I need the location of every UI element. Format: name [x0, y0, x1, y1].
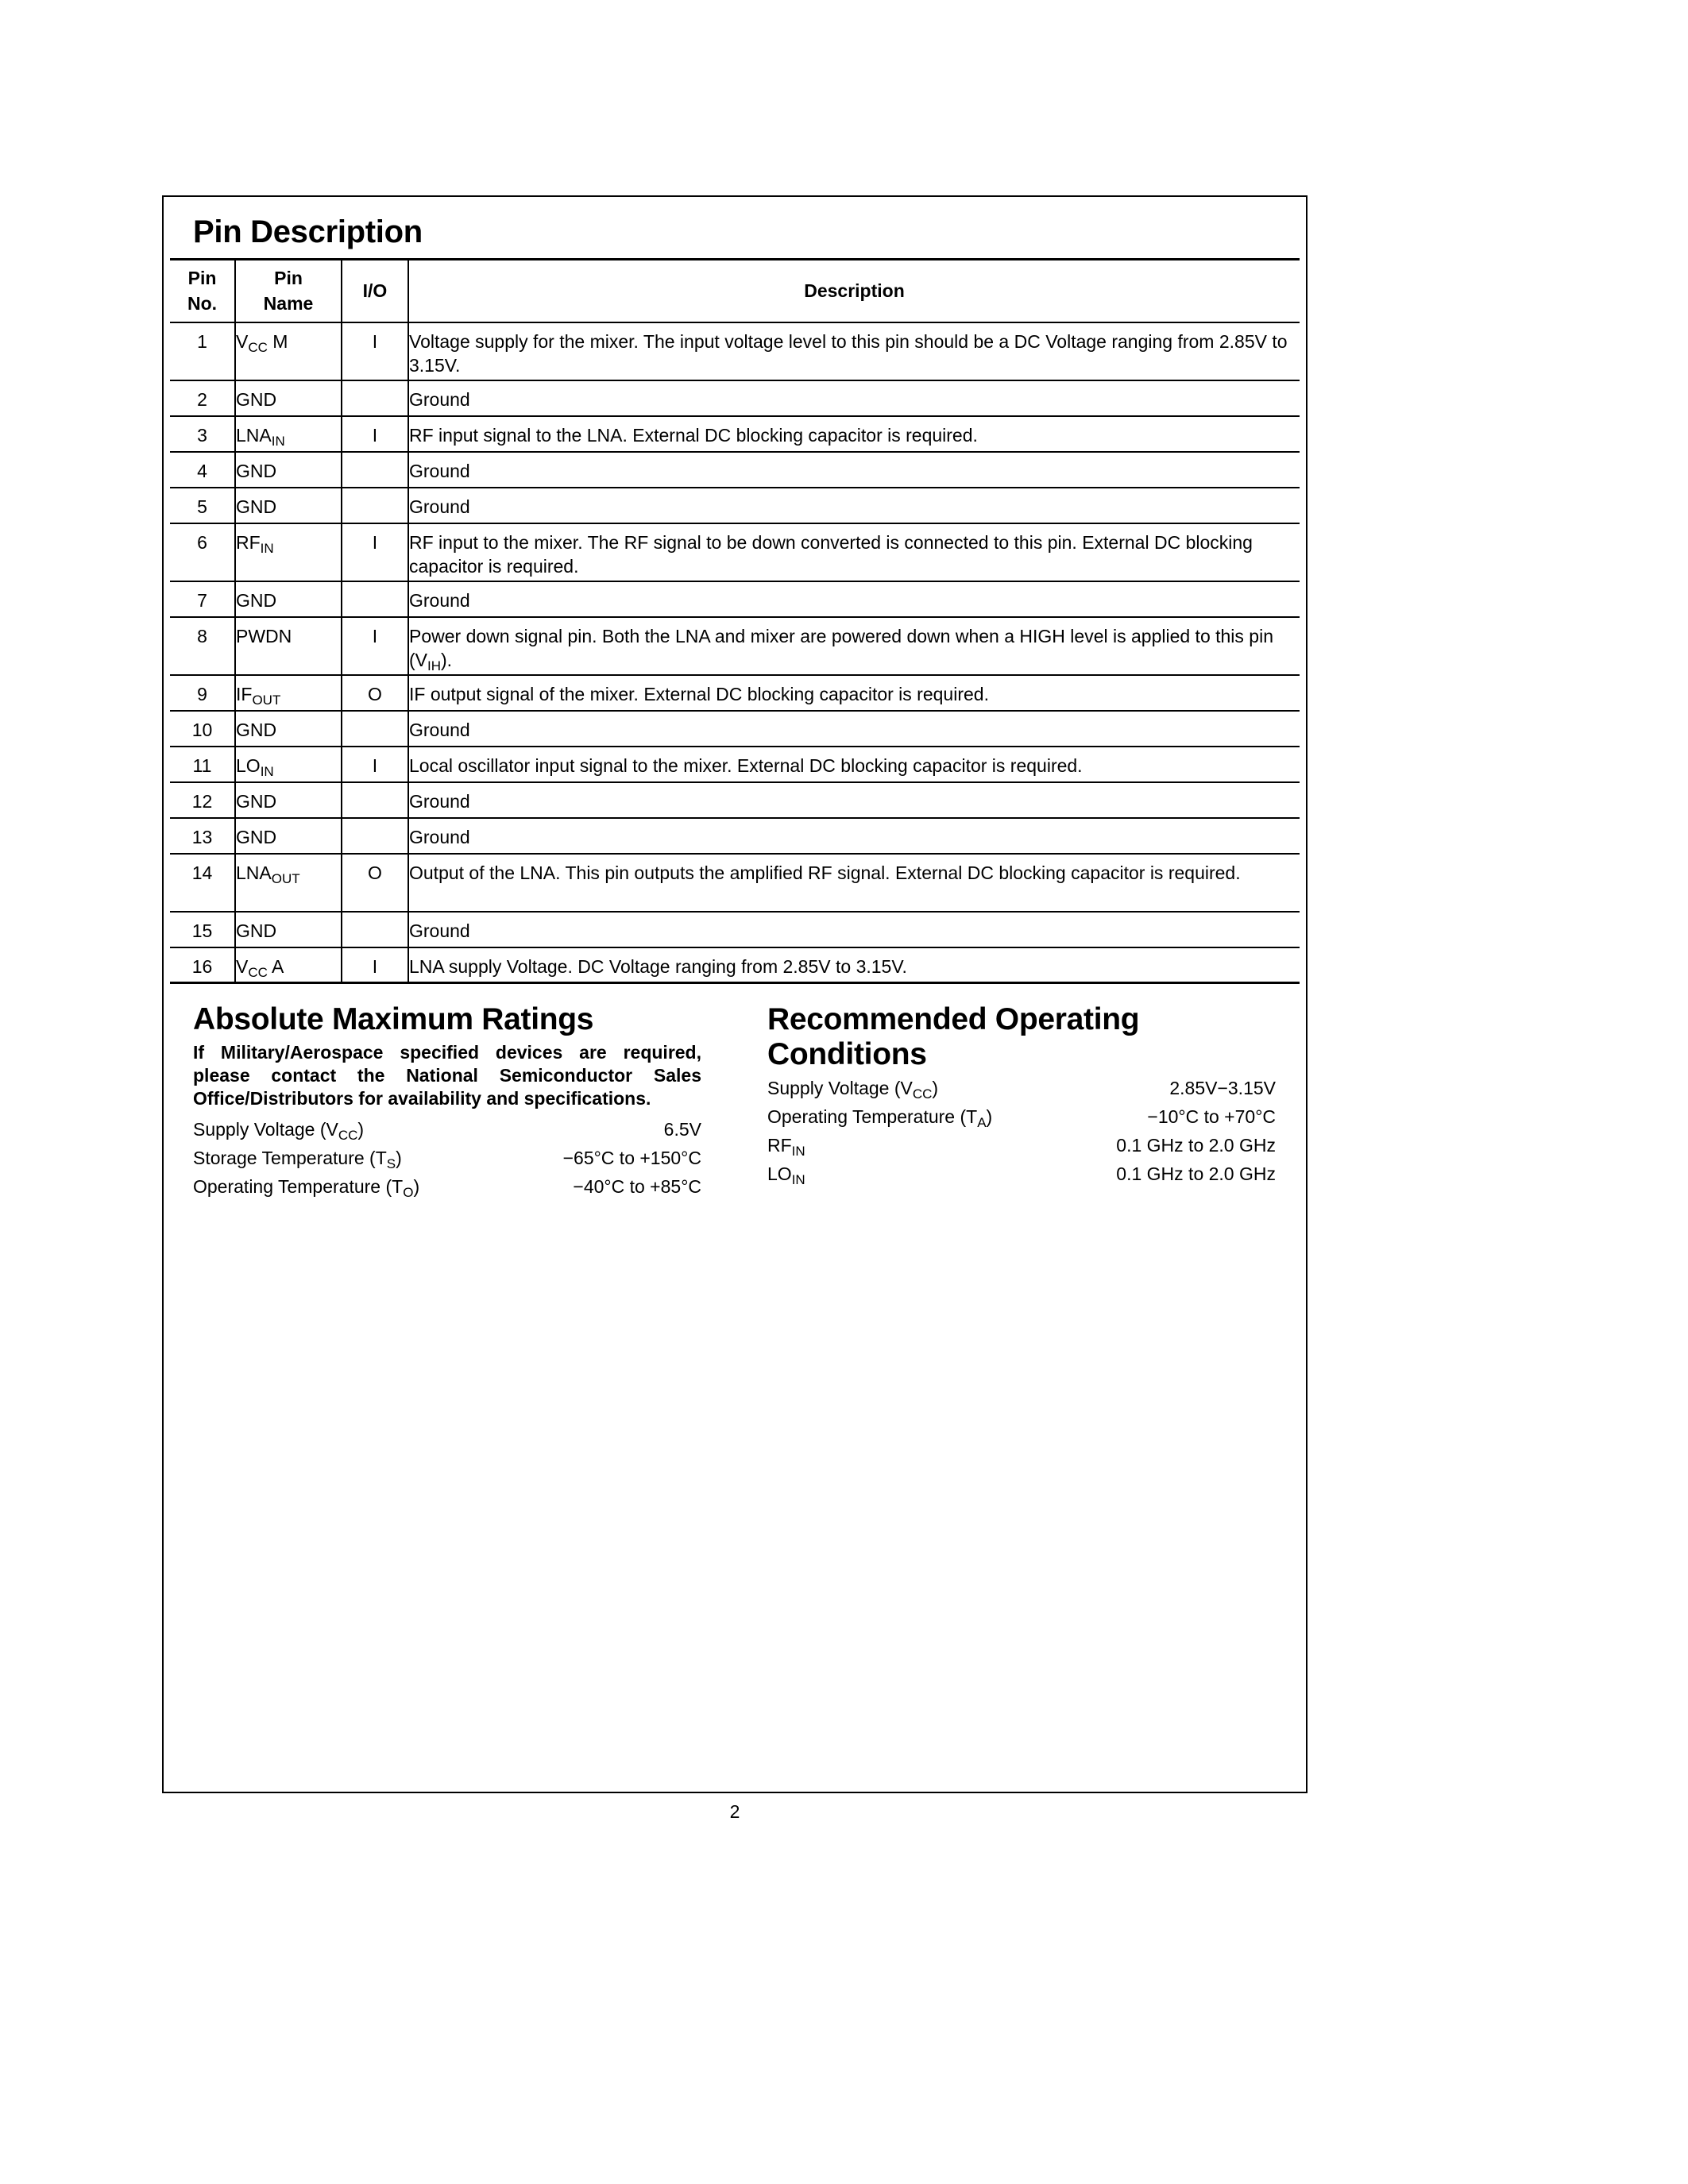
- pin-io: [342, 380, 408, 416]
- table-row: [170, 523, 1300, 581]
- pin-name: $V_{CC}$ M: [235, 322, 342, 380]
- spec-label: Storage Temperature $(T_S)$: [193, 1148, 402, 1171]
- pin-description: IF output signal of the mixer. External DC blocking capacitor is required.: [408, 675, 1300, 711]
- table-header-row: [170, 260, 1300, 322]
- pin-name: GND: [235, 912, 342, 947]
- table-row: [170, 947, 1300, 983]
- spec-value: 0.1 GHz to 2.0 GHz: [1116, 1135, 1276, 1156]
- pin-number: 13: [170, 818, 235, 854]
- pin-description: Output of the LNA. This pin outputs the amplified RF signal. External DC blocking capacitor is required.: [408, 854, 1300, 912]
- recommended-operating-conditions-list: [767, 1074, 1276, 1188]
- pin-description: Ground: [408, 711, 1300, 747]
- header-io: I/O: [342, 260, 408, 322]
- pin-description: Local oscillator input signal to the mixer. External DC blocking capacitor is required.: [408, 747, 1300, 782]
- pin-description: Ground: [408, 782, 1300, 818]
- pin-number: 14: [170, 854, 235, 912]
- table-row: [170, 581, 1300, 617]
- pin-number: 3: [170, 416, 235, 452]
- pin-io: O: [342, 854, 408, 912]
- pin-name: $LNA_{OUT}$: [235, 854, 342, 912]
- pin-description: Ground: [408, 452, 1300, 488]
- spec-row: [193, 1172, 701, 1201]
- table-row: [170, 782, 1300, 818]
- spec-label: Operating Temperature $(T_A)$: [767, 1106, 993, 1130]
- pin-io: [342, 452, 408, 488]
- pin-io: I: [342, 523, 408, 581]
- pin-io: [342, 711, 408, 747]
- spec-label: $LO_{IN}$: [767, 1163, 805, 1187]
- pin-io: [342, 581, 408, 617]
- page-number: 2: [729, 1801, 740, 1822]
- pin-number: 1: [170, 322, 235, 380]
- pin-io: [342, 782, 408, 818]
- table-row: [170, 711, 1300, 747]
- pin-number: 5: [170, 488, 235, 523]
- pin-name: GND: [235, 488, 342, 523]
- pin-number: 4: [170, 452, 235, 488]
- spec-label: Supply Voltage $(V_{CC})$: [767, 1078, 939, 1102]
- recommended-operating-conditions-title: Recommended Operating Conditions: [767, 1002, 1140, 1071]
- pin-description: Voltage supply for the mixer. The input voltage level to this pin should be a DC Voltage ranging from 2.85V to 3.15V.: [408, 322, 1300, 380]
- pin-io: I: [342, 747, 408, 782]
- pin-io: I: [342, 617, 408, 675]
- spec-row: [767, 1102, 1276, 1131]
- spec-value: 0.1 GHz to 2.0 GHz: [1116, 1163, 1276, 1184]
- absolute-maximum-ratings-list: [193, 1115, 701, 1201]
- pin-name: GND: [235, 818, 342, 854]
- absolute-maximum-ratings-title: Absolute Maximum Ratings: [193, 1002, 594, 1036]
- pin-name: GND: [235, 452, 342, 488]
- table-row: [170, 380, 1300, 416]
- pin-number: 11: [170, 747, 235, 782]
- pin-number: 7: [170, 581, 235, 617]
- spec-value: −10°C to +70°C: [1147, 1106, 1276, 1127]
- table-row: [170, 854, 1300, 912]
- spec-row: [193, 1144, 701, 1172]
- pin-description: Ground: [408, 380, 1300, 416]
- spec-row: [193, 1115, 701, 1144]
- spec-value: −40°C to +85°C: [573, 1176, 701, 1197]
- spec-row: [767, 1131, 1276, 1160]
- pin-number: 6: [170, 523, 235, 581]
- pin-io: [342, 488, 408, 523]
- table-row: [170, 747, 1300, 782]
- pin-description-table: [170, 258, 1300, 984]
- table-row: [170, 617, 1300, 675]
- pin-description: Ground: [408, 818, 1300, 854]
- table-row: [170, 322, 1300, 380]
- pin-name: $LNA_{IN}$: [235, 416, 342, 452]
- pin-name: $V_{CC}$ A: [235, 947, 342, 983]
- spec-label: $RF_{IN}$: [767, 1135, 805, 1159]
- spec-label: Operating Temperature $(T_O)$: [193, 1176, 420, 1200]
- spec-label: Supply Voltage $(V_{CC})$: [193, 1119, 365, 1143]
- pin-description: RF input signal to the LNA. External DC blocking capacitor is required.: [408, 416, 1300, 452]
- pin-name: PWDN: [235, 617, 342, 675]
- pin-number: 15: [170, 912, 235, 947]
- pin-description: Ground: [408, 488, 1300, 523]
- pin-description: LNA supply Voltage. DC Voltage ranging from 2.85V to 3.15V.: [408, 947, 1300, 983]
- pin-number: 10: [170, 711, 235, 747]
- pin-number: 12: [170, 782, 235, 818]
- table-row: [170, 818, 1300, 854]
- header-description: Description: [408, 260, 1300, 322]
- spec-value: 6.5V: [663, 1119, 701, 1140]
- pin-description: Ground: [408, 912, 1300, 947]
- pin-name: $RF_{IN}$: [235, 523, 342, 581]
- table-row: [170, 675, 1300, 711]
- pin-number: 9: [170, 675, 235, 711]
- pin-io: [342, 912, 408, 947]
- pin-name: $IF_{OUT}$: [235, 675, 342, 711]
- pin-name: $LO_{IN}$: [235, 747, 342, 782]
- spec-row: [767, 1074, 1276, 1102]
- table-row: [170, 416, 1300, 452]
- table-row: [170, 488, 1300, 523]
- pin-number: 8: [170, 617, 235, 675]
- pin-number: 2: [170, 380, 235, 416]
- pin-io: I: [342, 947, 408, 983]
- pin-description: Power down signal pin. Both the LNA and mixer are powered down when a HIGH level is applied to this pin $(V_{IH})$.: [408, 617, 1300, 675]
- pin-io: O: [342, 675, 408, 711]
- pin-name: GND: [235, 711, 342, 747]
- pin-io: [342, 818, 408, 854]
- spec-value: 2.85V−3.15V: [1169, 1078, 1276, 1098]
- spec-row: [767, 1160, 1276, 1188]
- pin-number: 16: [170, 947, 235, 983]
- pin-io: I: [342, 416, 408, 452]
- pin-description: RF input to the mixer. The RF signal to be down converted is connected to this pin. External DC blocking capacitor is required.: [408, 523, 1300, 581]
- pin-description-title: Pin Description: [193, 214, 423, 249]
- spec-value: −65°C to +150°C: [562, 1148, 701, 1168]
- pin-name: GND: [235, 380, 342, 416]
- header-pin-no: Pin No.: [170, 260, 235, 322]
- table-row: [170, 912, 1300, 947]
- pin-name: GND: [235, 782, 342, 818]
- table-row: [170, 452, 1300, 488]
- military-aerospace-note: If Military/Aerospace specified devices are required, please contact the National Semiconductor Sales Office/Distributors for availability and specifications.: [193, 1042, 701, 1109]
- header-pin-name: Pin Name: [235, 260, 342, 322]
- pin-name: GND: [235, 581, 342, 617]
- pin-io: I: [342, 322, 408, 380]
- pin-description: Ground: [408, 581, 1300, 617]
